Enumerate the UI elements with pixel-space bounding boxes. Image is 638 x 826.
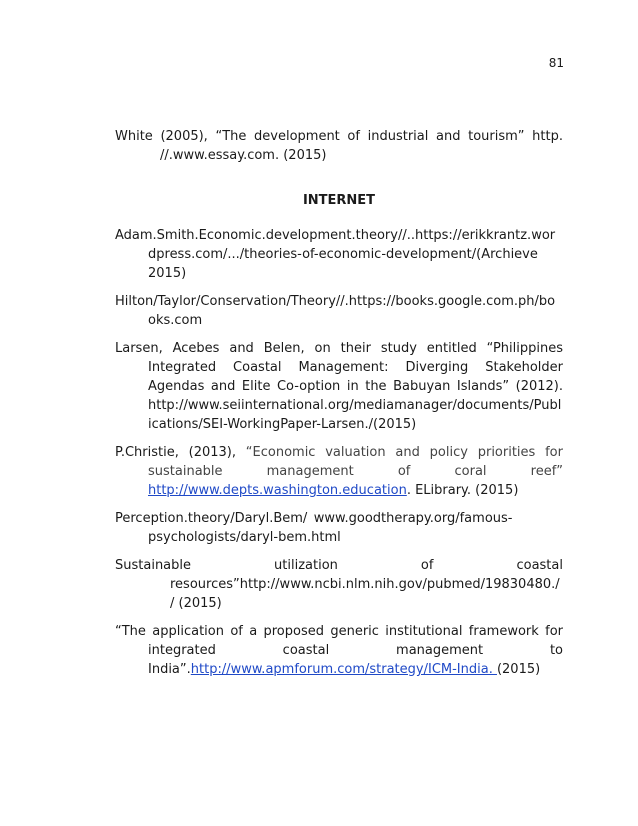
reference-adam-smith: Adam.Smith.Economic.development.theory//..https://erikkrantz.wordpress.com/.../theories-of-economic-development/(Archieve 2015) (115, 228, 556, 281)
reference-icm-india-link[interactable]: http://www.apmforum.com/strategy/ICM-India. (190, 662, 497, 677)
reference-christie-prefix: P.Christie, (2013), (115, 445, 246, 460)
reference-christie-link[interactable]: http://www.depts.washington.education (148, 483, 407, 498)
page-number: 81 (548, 56, 564, 70)
reference-icm-india-prefix: “The application of a proposed generic institutional framework for integrated coastal management to India”. (115, 624, 563, 677)
reference-christie (115, 443, 563, 500)
reference-christie-title: “Economic valuation and policy priorities for sustainable management of coral reef” (148, 445, 563, 479)
reference-hilton-taylor: Hilton/Taylor/Conservation/Theory//.https://books.google.com.ph/books.com (115, 294, 556, 328)
reference-white-2005: White (2005), “The development of industrial and tourism” http. //.www.essay.com. (2015) (115, 129, 563, 163)
reference-sustainable-utilization: Sustainable utilization of coastal resources”http://www.ncbi.nlm.nih.gov/pubmed/19830480.// (2015) (115, 558, 563, 611)
section-heading-internet: INTERNET (302, 193, 376, 208)
reference-larsen: Larsen, Acebes and Belen, on their study entitled “Philippines Integrated Coastal Management: Diverging Stakeholder Agendas and Elite Co-option in the Babuyan Islands” (2012). http://www.seiinternational.org/mediamanager/documents/Publications/SEI-WorkingPaper-Larsen./(2015) (115, 341, 563, 432)
reference-christie-suffix: . ELibrary. (2015) (406, 483, 519, 498)
reference-icm-india (115, 622, 563, 679)
reference-icm-india-suffix: (2015) (496, 662, 541, 677)
reference-perception-theory: Perception.theory/Daryl.Bem/ www.goodtherapy.org/famous-psychologists/daryl-bem.html (115, 511, 513, 545)
references-body (115, 127, 563, 688)
